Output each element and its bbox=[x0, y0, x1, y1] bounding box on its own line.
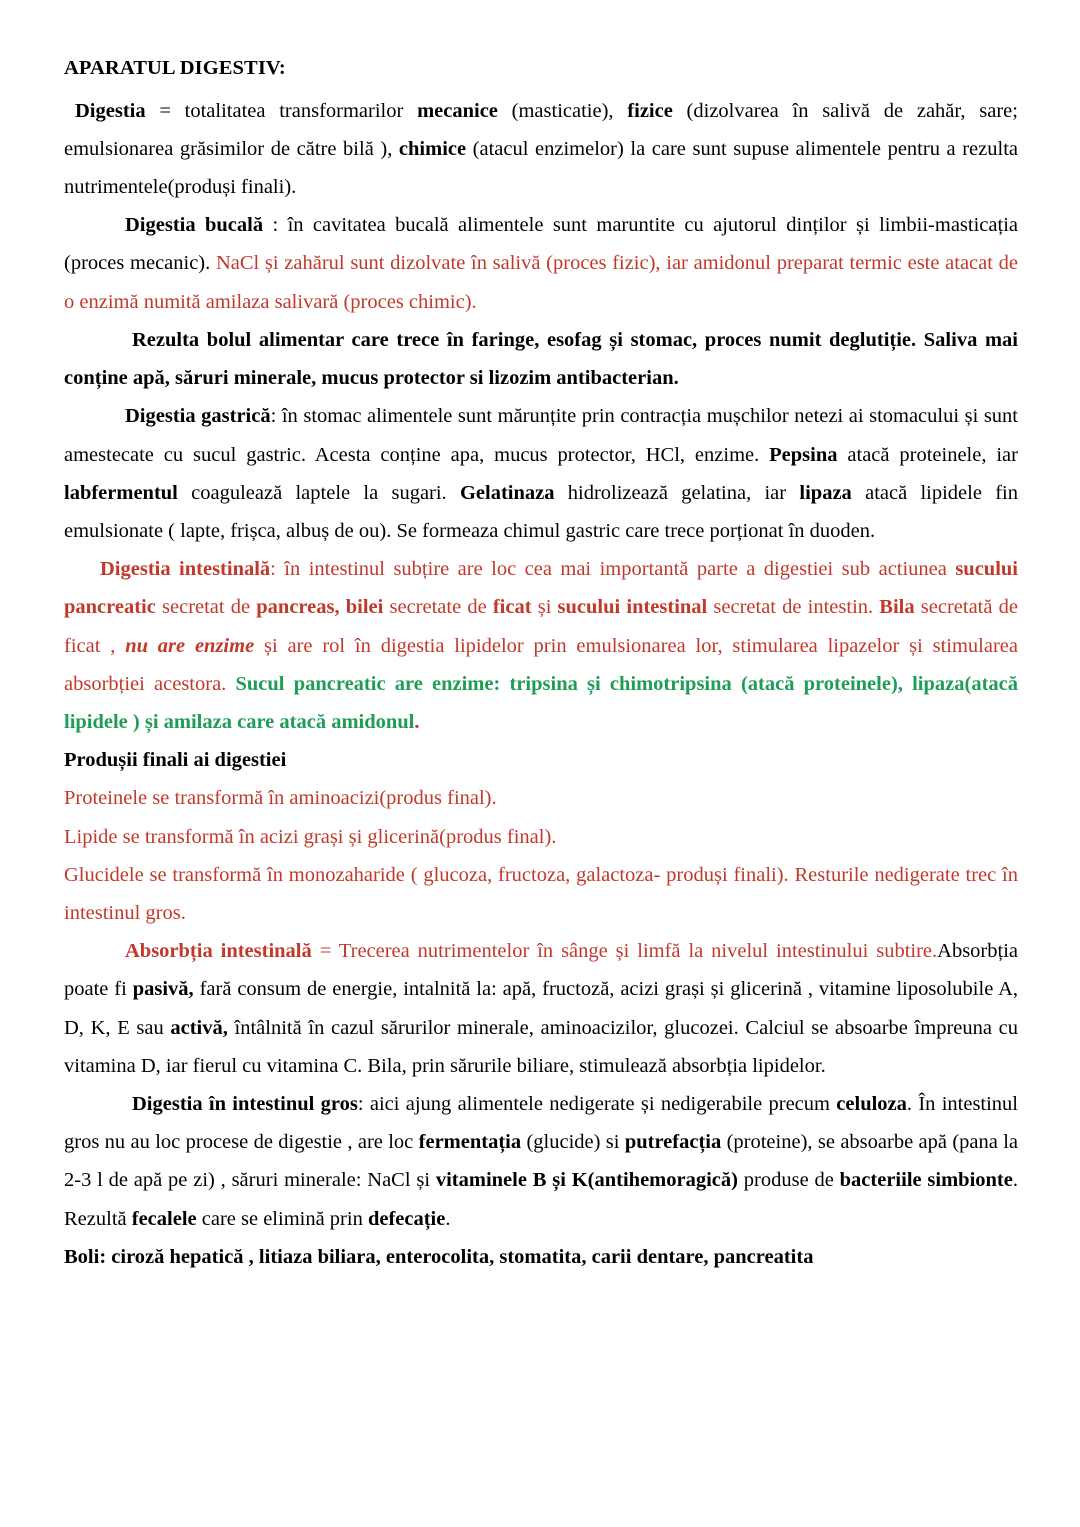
text-intestinala-6: secretată de ficat , bbox=[64, 596, 1018, 657]
term-bacteriile-simbionte: bacteriile simbionte bbox=[839, 1169, 1013, 1192]
text-bucala-1: : în cavitatea bucală alimentele sunt maruntite cu ajutorul dinților și limbii-masticația (proces mecanic). bbox=[64, 214, 1018, 275]
document-body bbox=[64, 55, 1018, 1276]
term-ficat: ficat bbox=[492, 596, 532, 619]
text-suc-pancreatic-enzime: Sucul pancreatic are enzime: tripsina și chimotripsina (atacă proteinele), lipaza(atacă lipidele ) și amilaza care atacă amidonul bbox=[64, 672, 1018, 733]
text-intestinala-2: secretat de bbox=[155, 596, 257, 619]
page-title: APARATUL DIGESTIV: bbox=[64, 57, 286, 79]
text-intestinala-end-period: . bbox=[414, 710, 420, 733]
term-putrefactia: putrefacția bbox=[624, 1131, 722, 1154]
text-gastrica-4: hidrolizează gelatina, iar bbox=[554, 481, 800, 504]
text-gros-8: . bbox=[445, 1207, 451, 1230]
term-pepsina: Pepsina bbox=[769, 443, 838, 466]
term-digestia-intestinul-gros: Digestia în intestinul gros bbox=[132, 1092, 358, 1115]
paragraph-bol-alimentar bbox=[64, 321, 1018, 397]
text-absorbtia-1: Absorbția poate fi bbox=[64, 940, 1018, 1001]
term-chimice: chimice bbox=[398, 137, 467, 160]
term-mecanice: mecanice bbox=[417, 99, 498, 122]
term-nu-are-enzime: nu are enzime bbox=[125, 634, 255, 657]
paragraph-absorbtia bbox=[64, 932, 1018, 1085]
term-sucului-intestinal: sucului intestinal bbox=[557, 596, 708, 619]
text-absorbtia-2: fară consum de energie, intalnită la: apă, fructoză, acizi grași și glicerină , vitamine liposolubile A, D, K, E sau bbox=[64, 978, 1018, 1039]
text-gastrica-5: atacă lipidele fin emulsionate ( lapte, frișca, albuș de ou). Se formeaza chimul gastric care trece porționat în duoden. bbox=[64, 481, 1018, 542]
text-definitie-eq: = totalitatea transformarilor bbox=[145, 99, 418, 122]
text-intestinala-3: secretate de bbox=[383, 596, 493, 619]
text-intestinala-1: : în intestinul subțire are loc cea mai importantă parte a digestiei sub actiunea bbox=[270, 558, 956, 581]
text-absorbtia-red: = Trecerea nutrimentelor în sânge și limfă la nivelul intestinului subtire. bbox=[311, 940, 938, 963]
term-labfermentul: labfermentul bbox=[64, 481, 178, 504]
text-boli-list: ciroză hepatică , litiaza biliara, enterocolita, stomatita, carii dentare, pancreatita bbox=[106, 1245, 814, 1268]
text-gastrica-1: : în stomac alimentele sunt mărunțite prin contracția mușchilor netezi ai stomacului și sunt amestecate cu sucul gastric. Acesta conține apa, mucus protector, HCl, enzime. bbox=[64, 405, 1019, 466]
text-absorbtia-3: întâlnită în cazul sărurilor minerale, aminoacizilor, glucozei. Calciul se absoarbe împreuna cu vitamina D, iar fierul cu vitamina C. Bila, prin sărurile biliare, stimulează absorbția lipidelor. bbox=[64, 1016, 1018, 1077]
term-digestia-bucala: Digestia bucală bbox=[125, 214, 264, 237]
text-produsi-finali-heading: Produșii finali ai digestiei bbox=[64, 749, 287, 772]
text-definitie-1: (masticatie), bbox=[497, 99, 628, 122]
term-fermentatia: fermentația bbox=[418, 1131, 522, 1154]
term-activa: activă, bbox=[170, 1016, 228, 1039]
line-lipide: Lipide se transformă în acizi grași și glicerină(produs final). bbox=[64, 825, 557, 848]
line-glucide: Glucidele se transformă în monozaharide ( glucoza, fructoza, galactoza- produși finali). Resturile nedigerate trec în intestinul gros. bbox=[64, 863, 1018, 924]
text-bol-alimentar: Rezulta bolul alimentar care trece în faringe, esofag și stomac, proces numit deglutiție. Saliva mai conține apă, săruri minerale, mucus protector si lizozim antibacterian. bbox=[64, 328, 1018, 390]
text-gros-4: (proteine), se absoarbe apă (pana la 2-3 l de apă pe zi) , săruri minerale: NaCl și bbox=[64, 1131, 1018, 1192]
term-fizice: fizice bbox=[627, 99, 673, 122]
term-pasiva: pasivă, bbox=[132, 978, 194, 1001]
paragraph-intestinul-gros bbox=[64, 1085, 1018, 1238]
text-gastrica-2: atacă proteinele, iar bbox=[837, 443, 1018, 466]
text-intestinala-4: și bbox=[531, 596, 558, 619]
text-gros-2: . În intestinul gros nu au loc procese de digestie , are loc bbox=[64, 1092, 1019, 1154]
term-digestia-gastrica: Digestia gastrică bbox=[125, 405, 271, 428]
term-digestia: Digestia bbox=[75, 99, 146, 122]
text-bucala-red: NaCl și zahărul sunt dizolvate în salivă (proces fizic), iar amidonul preparat termic este atacat de o enzimă numită amilaza salivară (proces chimic). bbox=[64, 252, 1018, 313]
paragraph-boli bbox=[64, 1238, 1018, 1276]
text-definitie-2: (dizolvarea în salivă de zahăr, sare; emulsionarea grăsimilor de către bilă ), bbox=[64, 99, 1018, 160]
term-celuloza: celuloza bbox=[836, 1092, 907, 1115]
heading-produsi-finali bbox=[64, 741, 1018, 779]
term-defecatie: defecație bbox=[367, 1207, 446, 1230]
term-gelatinaza: Gelatinaza bbox=[459, 481, 555, 504]
term-lipaza: lipaza bbox=[799, 481, 852, 504]
line-proteine: Proteinele se transformă în aminoacizi(produs final). bbox=[64, 787, 497, 810]
paragraph-digestia-gastrica bbox=[64, 397, 1018, 550]
text-gros-1: : aici ajung alimentele nedigerate și nedigerabile precum bbox=[357, 1092, 837, 1115]
text-gros-3: (glucide) si bbox=[521, 1131, 625, 1154]
term-pancreas-bilei: pancreas, bilei bbox=[256, 596, 384, 619]
paragraph-digestia-intestinala bbox=[64, 550, 1018, 741]
label-boli: Boli: bbox=[64, 1245, 107, 1268]
term-absorbtia-intestinala: Absorbția intestinală bbox=[125, 940, 312, 963]
text-gros-7: care se elimină prin bbox=[196, 1207, 368, 1230]
term-bila: Bila bbox=[879, 596, 915, 619]
text-gastrica-3: coagulează laptele la sugari. bbox=[177, 481, 460, 504]
text-definitie-3: (atacul enzimelor) la care sunt supuse alimentele pentru a rezulta nutrimentele(produși finali). bbox=[64, 137, 1018, 199]
text-gros-5: produse de bbox=[737, 1169, 840, 1192]
text-intestinala-7: și are rol în digestia lipidelor prin emulsionarea lor, stimularea lipazelor și stimularea absorbției acestora. bbox=[64, 634, 1019, 695]
text-intestinala-5: secretat de intestin. bbox=[707, 596, 880, 619]
text-gros-6: . Rezultă bbox=[64, 1169, 1018, 1230]
paragraph-digestia-bucala bbox=[64, 206, 1018, 321]
paragraph-digestia-definitie bbox=[64, 92, 1018, 207]
term-fecalele: fecalele bbox=[131, 1207, 197, 1230]
term-vitaminele: vitaminele B și K(antihemoragică) bbox=[435, 1169, 738, 1192]
term-digestia-intestinala: Digestia intestinală bbox=[100, 558, 271, 581]
term-sucului-pancreatic: sucului pancreatic bbox=[64, 558, 1018, 619]
